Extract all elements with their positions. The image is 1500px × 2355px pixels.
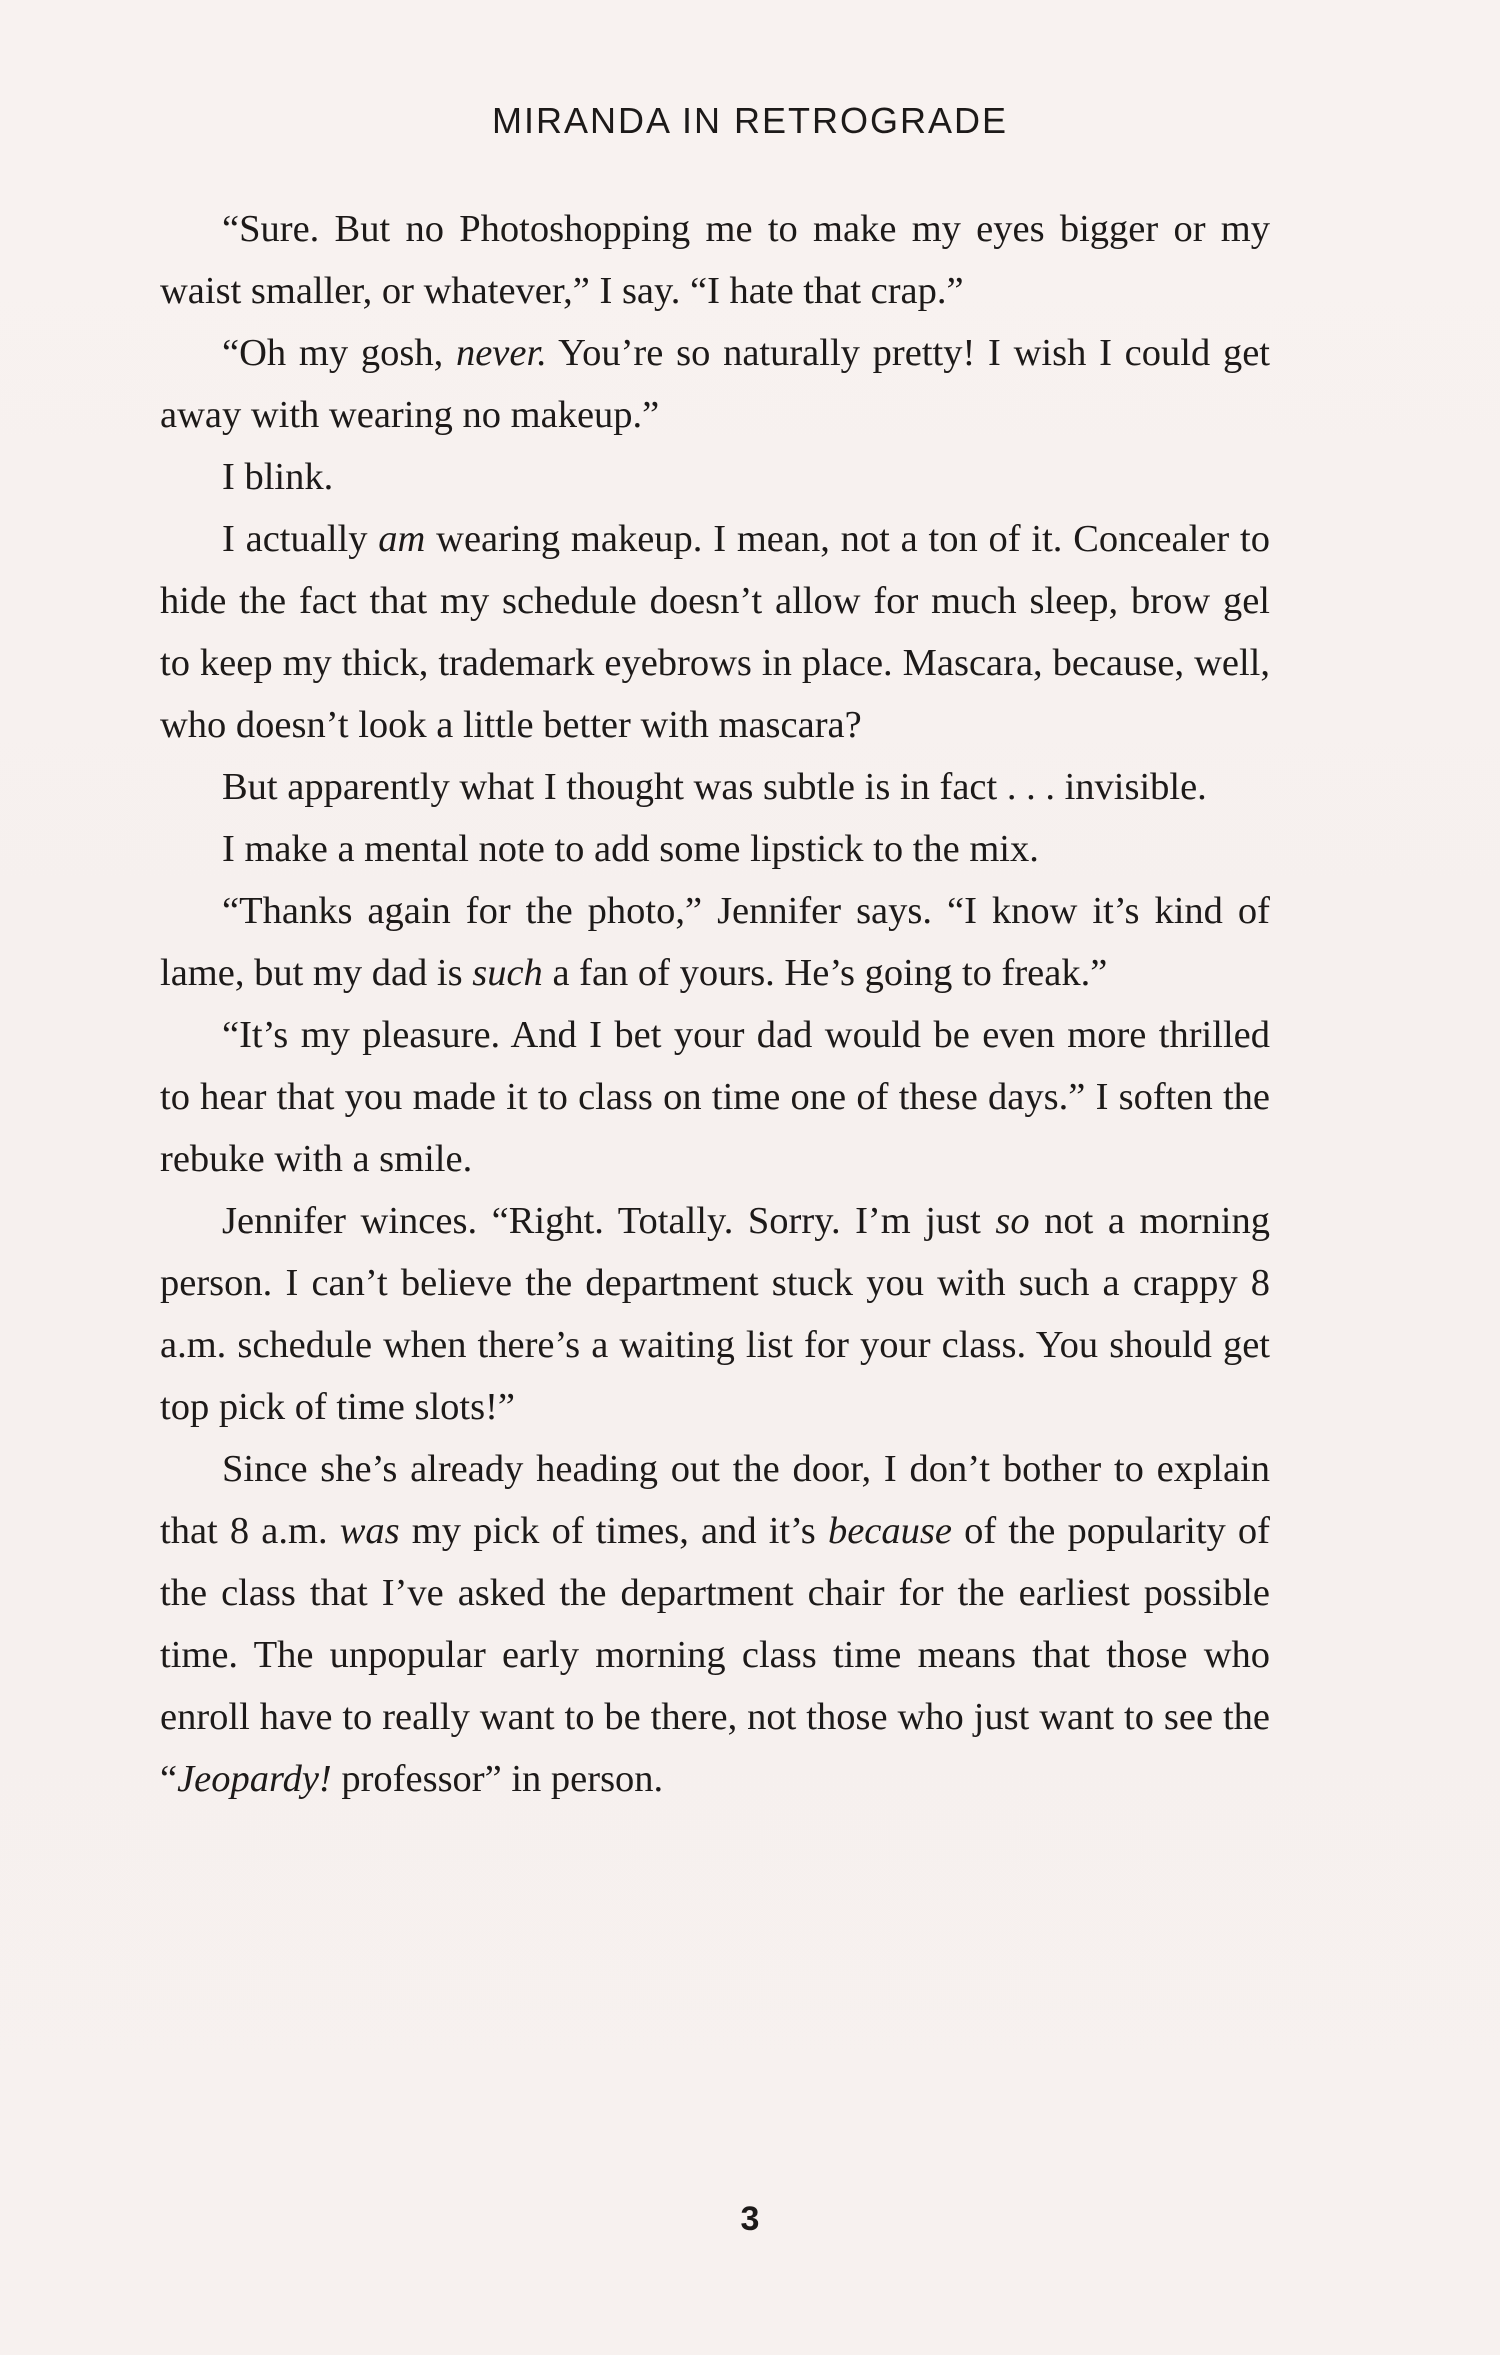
text-segment: wearing makeup. I mean, not a ton of it. Concealer to hide the fact that my schedule doesn’t allow for much sleep, brow gel to keep my thick, trademark eyebrows in place. Mascara, because, well, who doesn’t look a little better with mascara? [160, 518, 1270, 746]
italic-text: was [339, 1510, 400, 1552]
text-segment: I make a mental note to add some lipstick to the mix. [222, 828, 1039, 870]
text-segment: Jennifer winces. “Right. Totally. Sorry. I’m just [222, 1200, 996, 1242]
running-title: MIRANDA IN RETROGRADE [491, 100, 1009, 141]
paragraph [160, 818, 1270, 880]
text-segment: of the popularity of the class that I’ve asked the department chair for the earliest possible time. The unpopular early morning class time means that those who enroll have to really want to be there, not those who just want to see the “ [160, 1510, 1270, 1800]
italic-text: never. [455, 332, 547, 374]
text-segment: “Oh my gosh, [222, 332, 456, 374]
paragraph [160, 1190, 1270, 1438]
page-number: 3 [740, 2200, 760, 2238]
text-segment: You’re so naturally pretty! I wish I could get away with wearing no makeup.” [160, 332, 1270, 436]
paragraph [160, 446, 1270, 508]
text-segment: Since she’s already heading out the door, I don’t bother to explain that 8 a.m. [160, 1448, 1270, 1552]
text-segment: a fan of yours. He’s going to freak.” [542, 952, 1108, 994]
paragraph [160, 1438, 1270, 1810]
text-segment: my pick of times, and it’s [399, 1510, 828, 1552]
text-segment: professor” in person. [331, 1758, 664, 1800]
body-text [160, 198, 1270, 1810]
italic-text: because [827, 1510, 952, 1552]
text-segment: I blink. [222, 456, 334, 498]
paragraph [160, 198, 1270, 322]
text-segment: “Thanks again for the photo,” Jennifer says. “I know it’s kind of lame, but my dad is [160, 890, 1270, 994]
italic-text: so [995, 1200, 1030, 1242]
text-segment: not a morning person. I can’t believe the department stuck you with such a crappy 8 a.m. schedule when there’s a waiting list for your class. You should get top pick of time slots!” [160, 1200, 1270, 1428]
italic-text: such [472, 952, 543, 994]
paragraph [160, 508, 1270, 756]
italic-text: am [378, 518, 426, 560]
italic-text: Jeopardy! [177, 1758, 332, 1800]
text-segment: But apparently what I thought was subtle is in fact . . . invisible. [222, 766, 1207, 808]
paragraph [160, 756, 1270, 818]
text-segment: “Sure. But no Photoshopping me to make my eyes bigger or my waist smaller, or whatever,” I say. “I hate that crap.” [160, 208, 1270, 312]
paragraph [160, 1004, 1270, 1190]
text-segment: “It’s my pleasure. And I bet your dad would be even more thrilled to hear that you made it to class on time one of these days.” I soften the rebuke with a smile. [160, 1014, 1270, 1180]
paragraph [160, 880, 1270, 1004]
text-segment: I actually [222, 518, 379, 560]
paragraph [160, 322, 1270, 446]
